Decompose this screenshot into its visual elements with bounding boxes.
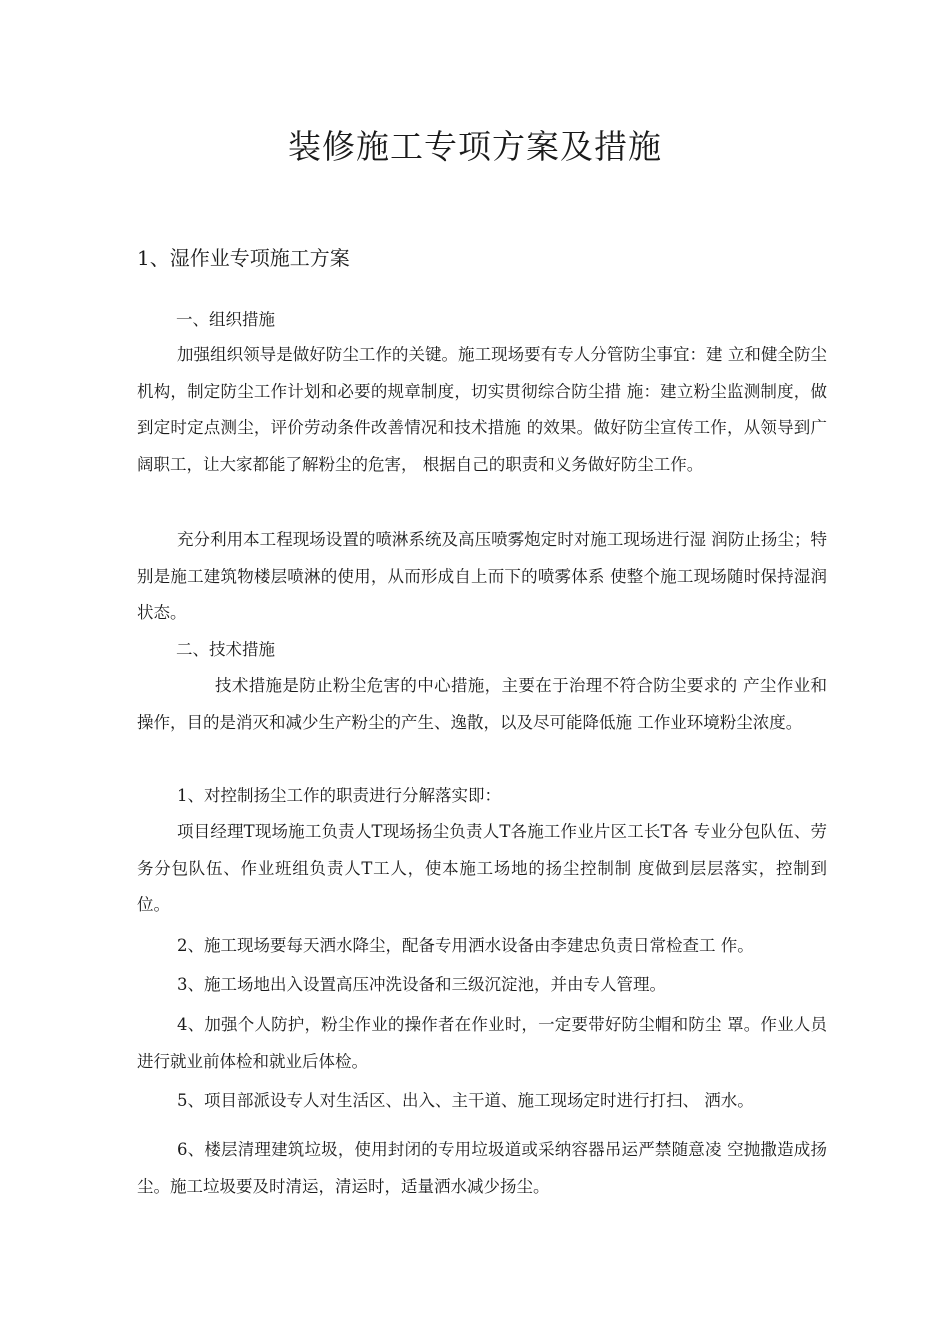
list-item-4: 4、加强个人防护，粉尘作业的操作者在作业时，一定要带好防尘帽和防尘 罩。作业人员进行就业前体检和就业后体检。 [137, 1015, 827, 1071]
paragraph-spray-system: 充分利用本工程现场设置的喷淋系统及高压喷雾炮定时对施工现场进行湿 润防止扬尘；特别是施工建筑物楼层喷淋的使用，从而形成自上而下的喷雾体系 使整个施工现场随时保持湿润状态。 [137, 530, 827, 622]
list-item-3: 3、施工场地出入设置高压冲洗设备和三级沉淀池，并由专人管理。 [177, 975, 666, 994]
list-item-1: 1、对控制扬尘工作的职责进行分解落实即： [177, 786, 501, 805]
list-item-1-body: 项目经理T现场施工负责人T现场扬尘负责人T各施工作业片区工长T各 专业分包队伍、劳务分包队伍、作业班组负责人T工人，使本施工场地的扬尘控制制 度做到层层落实，控制到位。 [137, 822, 827, 914]
section-heading: 1、湿作业专项施工方案 [137, 246, 350, 270]
paragraph-organization: 加强组织领导是做好防尘工作的关键。施工现场要有专人分管防尘事宜：建 立和健全防尘机构，制定防尘工作计划和必要的规章制度，切实贯彻综合防尘措 施：建立粉尘监测制度，做到定时定点测尘，评价劳动条件改善情况和技术措施 的效果。做好防尘宣传工作，从领导到广阔职工，让大家都能了解粉尘的危害， 根据自己的职责和义务做好防尘工作。 [137, 345, 827, 474]
subsection-heading-technical: 二、技术措施 [176, 640, 275, 659]
list-item-5: 5、项目部派设专人对生活区、出入、主干道、施工现场定时进行打扫、 洒水。 [177, 1091, 754, 1110]
list-item-6: 6、楼层清理建筑垃圾，使用封闭的专用垃圾道或采纳容器吊运严禁随意凌 空抛撒造成扬尘。施工垃圾要及时清运，清运时，适量洒水减少扬尘。 [137, 1140, 827, 1196]
list-item-2: 2、施工现场要每天洒水降尘，配备专用洒水设备由李建忠负责日常检查工 作。 [177, 936, 754, 955]
paragraph-technical: 技术措施是防止粉尘危害的中心措施，主要在于治理不符合防尘要求的 产尘作业和操作，目的是消灭和减少生产粉尘的产生、逸散，以及尽可能降低施 工作业环境粉尘浓度。 [137, 676, 827, 732]
subsection-heading-organization: 一、组织措施 [176, 310, 275, 329]
document-title: 装修施工专项方案及措施 [288, 127, 662, 166]
